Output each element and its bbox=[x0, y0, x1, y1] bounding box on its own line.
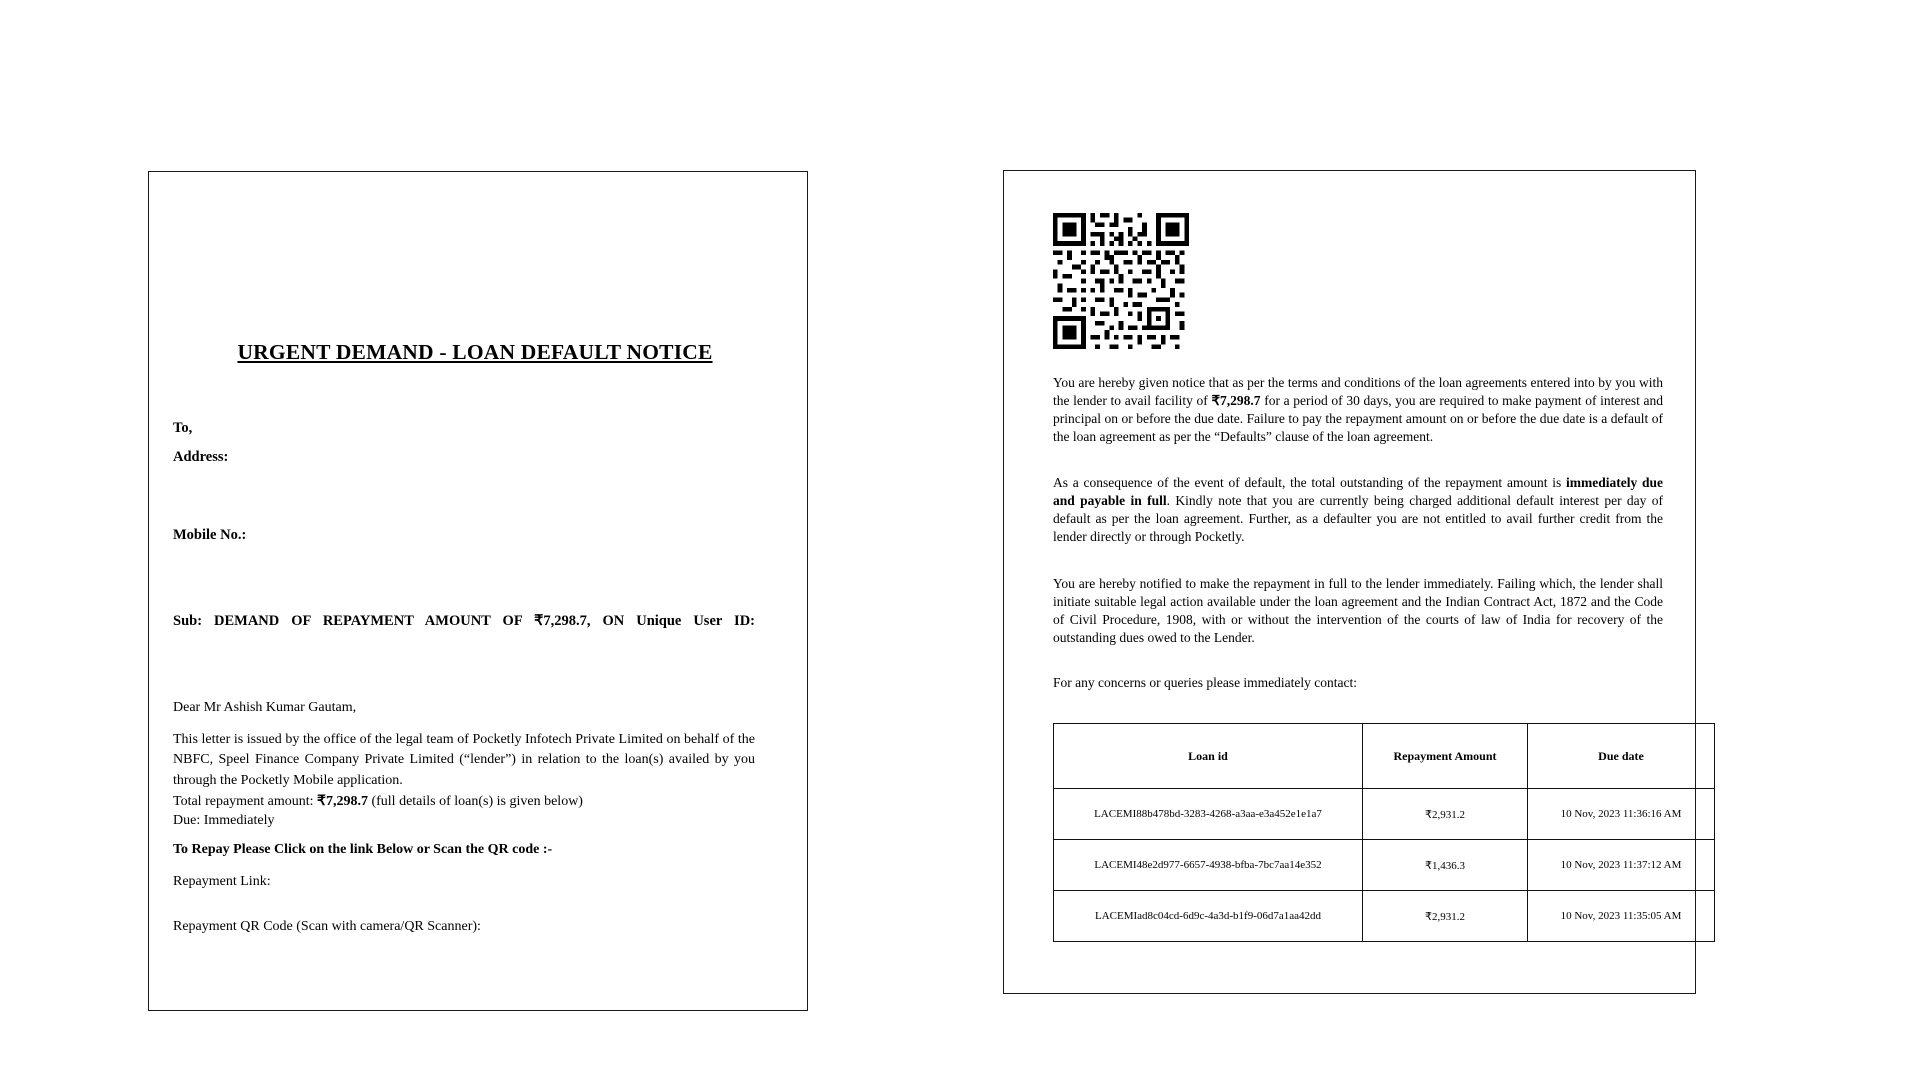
cell-repayment-amount: ₹2,931.2 bbox=[1363, 891, 1528, 942]
repayment-qr-label: Repayment QR Code (Scan with camera/QR Scanner): bbox=[173, 919, 481, 934]
total-suffix: (full details of loan(s) is given below) bbox=[367, 794, 583, 809]
page-title: URGENT DEMAND - LOAN DEFAULT NOTICE bbox=[237, 340, 713, 364]
table-header-row bbox=[1054, 724, 1715, 789]
cell-due-date: 10 Nov, 2023 11:36:16 AM bbox=[1528, 789, 1715, 840]
total-prefix: Total repayment amount: bbox=[173, 794, 318, 809]
column-header-due-date: Due date bbox=[1528, 724, 1715, 789]
notice-para-1-text-a: You are hereby given notice that as per the terms and conditions of the loan agreements entered into by you with the lender to avail facility of bbox=[1053, 375, 1663, 408]
total-repayment-line bbox=[173, 792, 755, 812]
column-header-repayment-amount: Repayment Amount bbox=[1363, 724, 1528, 789]
notice-paragraph-1 bbox=[1053, 374, 1663, 446]
qr-code-icon[interactable] bbox=[1053, 213, 1189, 349]
notice-para-2-text-b: . Kindly note that you are currently being charged additional default interest per day of default as per the loan agreement. Further, as a defaulter you are not entitled to avail further credit from the lender directly or through Pocketly. bbox=[1053, 492, 1664, 544]
notice-paragraph-2 bbox=[1053, 474, 1663, 546]
document-page-2 bbox=[1003, 170, 1696, 994]
cell-loan-id: LACEMIad8c04cd-6d9c-4a3d-b1f9-06d7a1aa42dd bbox=[1094, 909, 1322, 922]
to-label: To, bbox=[173, 420, 193, 436]
cell-due-date: 10 Nov, 2023 11:35:05 AM bbox=[1528, 891, 1715, 942]
table-row bbox=[1054, 789, 1715, 840]
cell-repayment-amount: ₹1,436.3 bbox=[1363, 840, 1528, 891]
loan-details-table bbox=[1053, 723, 1715, 942]
due-line: Due: Immediately bbox=[173, 813, 275, 828]
contact-line: For any concerns or queries please immediately contact: bbox=[1053, 675, 1358, 690]
cell-loan-id: LACEMI48e2d977-6657-4938-bfba-7bc7aa14e352 bbox=[1094, 858, 1322, 871]
cell-loan-id: LACEMI88b478bd-3283-4268-a3aa-e3a452e1e1a7 bbox=[1094, 807, 1322, 820]
document-page-1 bbox=[148, 171, 808, 1011]
salutation: Dear Mr Ashish Kumar Gautam, bbox=[173, 700, 357, 715]
total-amount: ₹7,298.7 bbox=[317, 794, 368, 809]
repay-instruction-heading: To Repay Please Click on the link Below or Scan the QR code :- bbox=[173, 842, 553, 857]
notice-amount: ₹7,298.7 bbox=[1211, 392, 1261, 408]
subject-line: Sub: DEMAND OF REPAYMENT AMOUNT OF ₹7,298.7, ON Unique User ID: bbox=[173, 613, 755, 629]
repayment-link-label[interactable]: Repayment Link: bbox=[173, 874, 271, 889]
notice-para-1-text-b: for a period of 30 days, you are required to make payment of interest and principal on or before the due date. Failure to pay the repayment amount on or before the due date is a default of the loan agreement as per the “Defaults” clause of the loan agreement. bbox=[1053, 392, 1663, 444]
mobile-label: Mobile No.: bbox=[173, 527, 247, 543]
notice-para-2-text-a: As a consequence of the event of default, the total outstanding of the repayment amount is bbox=[1053, 475, 1566, 490]
notice-due-emphasis: immediately due and payable in full bbox=[1053, 475, 1663, 508]
table-row bbox=[1054, 840, 1715, 891]
page-2-content bbox=[1034, 171, 1682, 993]
page-1-content bbox=[173, 172, 777, 1010]
table-row bbox=[1054, 891, 1715, 942]
intro-paragraph: This letter is issued by the office of the legal team of Pocketly Infotech Private Limited on behalf of the NBFC, Speel Finance Company Private Limited (“lender”) in relation to the loan(s) availed by you through the Pocketly Mobile application. bbox=[173, 732, 755, 788]
notice-paragraph-3: You are hereby notified to make the repayment in full to the lender immediately. Failing which, the lender shall initiate suitable legal action available under the loan agreement and the Indian Contract Act, 1872 and the Code of Civil Procedure, 1908, with or without the intervention of the courts of law of India for recovery of the outstanding dues owed to the Lender. bbox=[1053, 576, 1663, 645]
column-header-loan-id: Loan id bbox=[1054, 724, 1363, 789]
cell-due-date: 10 Nov, 2023 11:37:12 AM bbox=[1528, 840, 1715, 891]
cell-repayment-amount: ₹2,931.2 bbox=[1363, 789, 1528, 840]
address-label: Address: bbox=[173, 449, 229, 465]
